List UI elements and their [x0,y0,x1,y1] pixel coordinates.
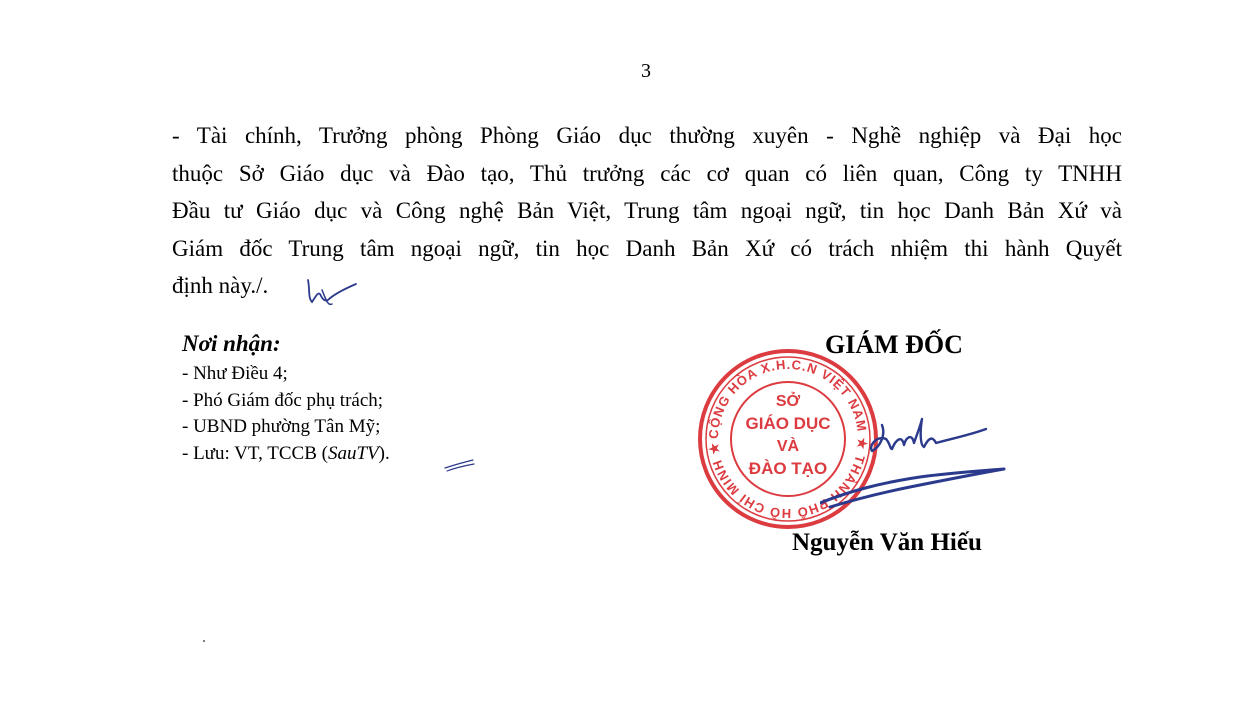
archive-prefix: - Lưu: VT, TCCB ( [182,442,328,464]
recipient-item: - Như Điều 4; [182,363,288,384]
body-line: Đầu tư Giáo dục và Công nghệ Bản Việt, Trung tâm ngoại ngữ, tin học Danh Bản Xứ và [172,198,1122,223]
body-line: định này./. [172,273,269,298]
recipient-item: - UBND phường Tân Mỹ; [182,416,381,437]
recipients-block [182,331,390,467]
seal-outer-text: CỘNG HÒA X.H.C.N VIỆT NAM ★ THÀNH PHỐ HỒ CHÍ MINH ★ [705,356,871,522]
seal-line: VÀ [776,438,800,455]
recipients-title: Nơi nhận: [182,331,281,356]
seal-line: SỞ [775,393,801,410]
recipient-item-archive [182,441,390,468]
body-line: - Tài chính, Trưởng phòng Phòng Giáo dục thường xuyên - Nghề nghiệp và Đại học [172,123,1122,148]
page-number: 3 [641,60,651,82]
archive-suffix: ). [378,442,390,464]
seal-line: ĐÀO TẠO [748,459,828,478]
signer-title: GIÁM ĐỐC [825,330,963,359]
seal-line: GIÁO DỤC [745,414,831,433]
signer-name: Nguyễn Văn Hiếu [792,529,982,556]
stray-dot [203,640,205,642]
handwritten-signature [820,405,1010,515]
handwritten-initial-mark [443,458,477,474]
recipient-item: - Phó Giám đốc phụ trách; [182,389,384,411]
archive-initials: SauTV [327,442,379,464]
handwritten-initial-mark [302,272,362,312]
body-line: thuộc Sở Giáo dục và Đào tạo, Thủ trưởng các cơ quan có liên quan, Công ty TNHH [172,160,1122,186]
body-line: Giám đốc Trung tâm ngoại ngữ, tin học Danh Bản Xứ có trách nhiệm thi hành Quyết [172,235,1122,261]
